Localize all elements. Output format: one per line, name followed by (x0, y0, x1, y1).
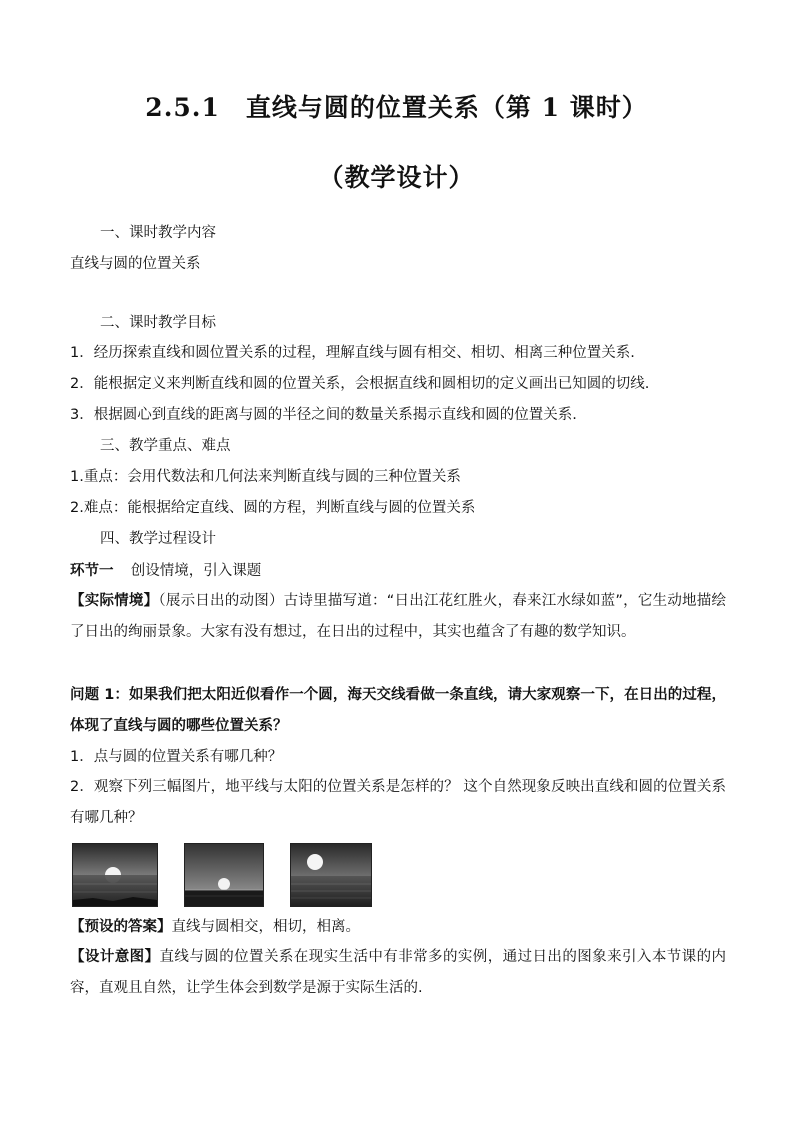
objective-item: 1．经历探索直线和圆位置关系的过程，理解直线与圆有相交、相切、相离三种位置关系. (70, 345, 635, 361)
section-3-heading: 三、教学重点、难点 (100, 438, 231, 454)
intent-tag: 【设计意图】 (70, 949, 160, 965)
difficulty-point: 2.难点：能根据给定直线、圆的方程，判断直线与圆的位置关系 (70, 500, 476, 516)
document-subtitle: （教学设计） (318, 163, 475, 192)
objective-item: 2．能根据定义来判断直线和圆的位置关系，会根据直线和圆相切的定义画出已知圆的切线. (70, 376, 650, 392)
step-title: 创设情境，引入课题 (130, 563, 262, 579)
intent-paragraph (70, 942, 726, 1004)
key-point: 1.重点：会用代数法和几何法来判断直线与圆的三种位置关系 (70, 469, 461, 485)
document-title: 2.5.1 直线与圆的位置关系（第 1 课时） (145, 93, 648, 122)
answer-tag: 【预设的答案】 (70, 919, 172, 935)
section-1-content: 直线与圆的位置关系 (70, 256, 201, 272)
section-2-heading: 二、课时教学目标 (100, 315, 216, 331)
sunrise-photo-intersecting (72, 843, 158, 907)
situation-text: （展示日出的动图）古诗里描写道：“日出江花红胜火，春来江水绿如蓝”，它生动地描绘了日出的绚丽景象。大家有没有想过，在日出的过程中，其实也蕴含了有趣的数学知识。 (70, 593, 727, 640)
section-4-heading: 四、教学过程设计 (100, 531, 216, 547)
question-item: 1．点与圆的位置关系有哪几种？ (70, 749, 283, 765)
situation-paragraph (70, 586, 726, 648)
question-item: 2．观察下列三幅图片，地平线与太阳的位置关系是怎样的？ 这个自然现象反映出直线和圆的位置关系有哪几种？ (70, 779, 726, 826)
situation-tag: 【实际情境】 (70, 593, 159, 609)
question-1: 问题 1：如果我们把太阳近似看作一个圆，海天交线看做一条直线，请大家观察一下，在日出的过程，体现了直线与圆的哪些位置关系？ (70, 687, 726, 734)
answer-text: 直线与圆相交，相切，相离。 (171, 919, 360, 935)
intent-text: 直线与圆的位置关系在现实生活中有非常多的实例，通过日出的图象来引入本节课的内容，直观且自然，让学生体会到数学是源于实际生活的. (70, 949, 727, 996)
answer-line (70, 917, 730, 937)
sunrise-photo-tangent (184, 843, 264, 907)
section-1-heading: 一、课时教学内容 (100, 225, 216, 241)
step-label: 环节一 (70, 563, 114, 579)
objective-item: 3．根据圆心到直线的距离与圆的半径之间的数量关系揭示直线和圆的位置关系. (70, 407, 577, 423)
step-heading (70, 561, 730, 581)
sunrise-photo-separate (290, 843, 372, 907)
